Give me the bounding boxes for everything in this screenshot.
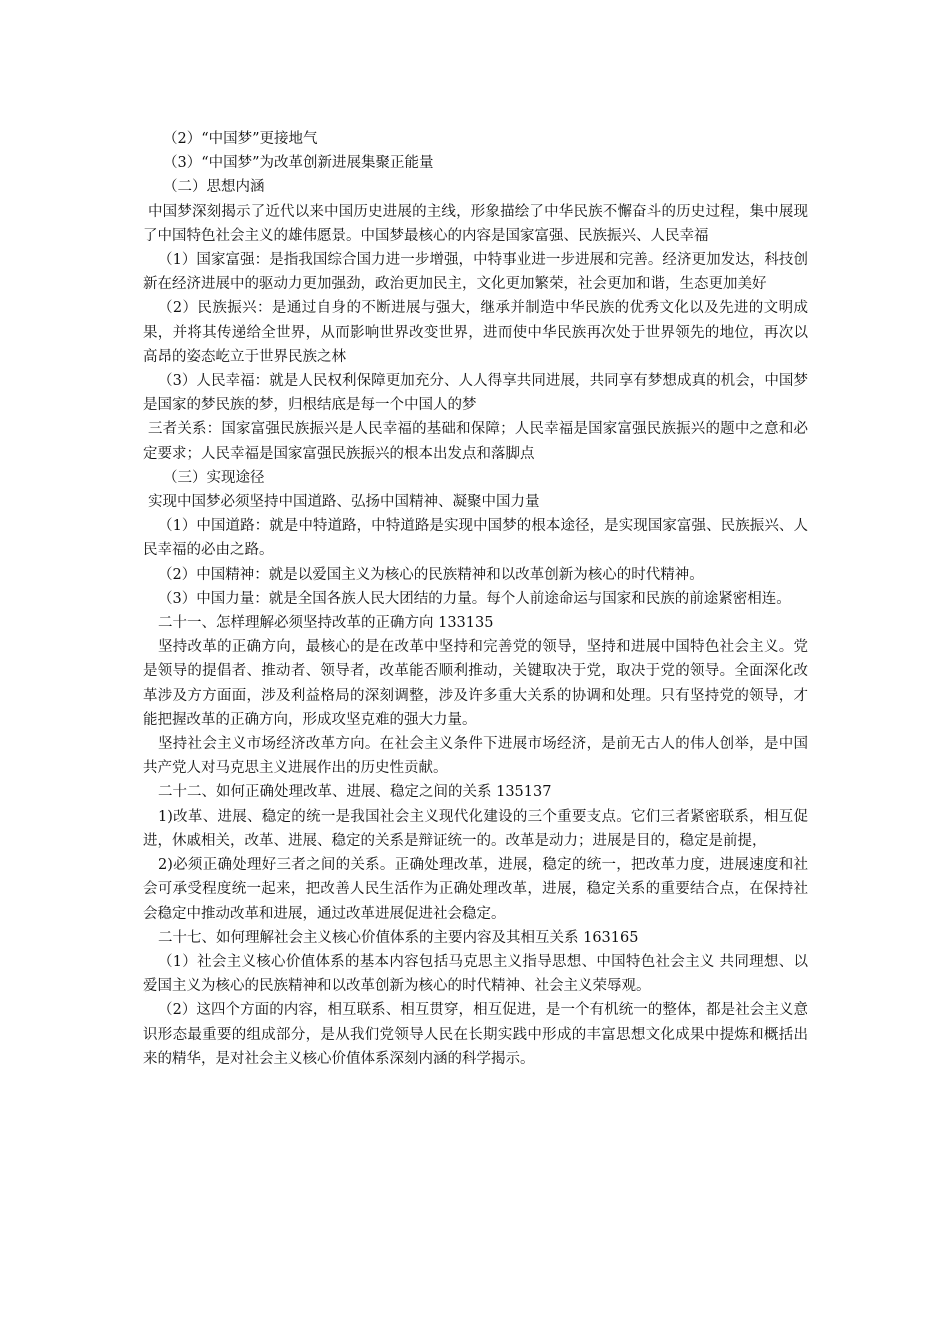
body-paragraph: （1）中国道路：就是中特道路，中特道路是实现中国梦的根本途径，是实现国家富强、民族振兴、人民幸福的必由之路。 <box>143 518 808 559</box>
body-paragraph: 中国梦深刻揭示了近代以来中国历史进展的主线，形象描绘了中华民族不懈奋斗的历史过程，集中展现了中国特色社会主义的雄伟愿景。中国梦最核心的内容是国家富强、民族振兴、人民幸福 <box>143 203 808 244</box>
body-paragraph: （2）中国精神：就是以爱国主义为核心的民族精神和以改革创新为核心的时代精神。 <box>158 566 704 583</box>
question-heading: 二十一、怎样理解必须坚持改革的正确方向 133135 <box>158 615 494 632</box>
body-paragraph: （2）这四个方面的内容，相互联系、相互贯穿，相互促进，是一个有机统一的整体，都是社会主义意识形态最重要的组成部分，是从我们党领导人民在长期实践中形成的丰富思想文化成果中提炼和概括出来的精华，是对社会主义核心价值体系深刻内涵的科学揭示。 <box>143 1002 808 1067</box>
body-paragraph: （3）中国力量：就是全国各族人民大团结的力量。每个人前途命运与国家和民族的前途紧密相连。 <box>158 590 791 607</box>
question-heading: 二十二、如何正确处理改革、进展、稳定之间的关系 135137 <box>158 784 552 801</box>
body-paragraph: （2）民族振兴：是通过自身的不断进展与强大，继承并制造中华民族的优秀文化以及先进的文明成果，并将其传递给全世界，从而影响世界改变世界，进而使中华民族再次处于世界领先的地位，再次以高昂的姿态屹立于世界民族之林 <box>143 300 808 365</box>
subheading-paragraph: （3）“中国梦”为改革创新进展集聚正能量 <box>163 155 434 172</box>
body-paragraph: 2)必须正确处理好三者之间的关系。正确处理改革，进展，稳定的统一，把改革力度，进展速度和社会可承受程度统一起来，把改善人民生活作为正确处理改革，进展，稳定关系的重要结合点，在保持社会稳定中推动改革和进展，通过改革进展促进社会稳定。 <box>143 857 808 922</box>
body-paragraph: 坚持社会主义市场经济改革方向。在社会主义条件下进展市场经济，是前无古人的伟人创举，是中国共产党人对马克思主义进展作出的历史性贡献。 <box>143 736 808 777</box>
body-paragraph: （1）国家富强：是指我国综合国力进一步增强，中特事业进一步进展和完善。经济更加发达，科技创新在经济进展中的驱动力更加强劲，政治更加民主，文化更加繁荣，社会更加和谐，生态更加美好 <box>143 252 808 293</box>
body-paragraph: （1）社会主义核心价值体系的基本内容包括马克思主义指导思想、中国特色社会主义 共同理想、以爱国主义为核心的民族精神和以改革创新为核心的时代精神、社会主义荣辱观。 <box>143 953 808 995</box>
body-paragraph: 1)改革、进展、稳定的统一是我国社会主义现代化建设的三个重要支点。它们三者紧密联系，相互促进，休戚相关，改革、进展、稳定的关系是辩证统一的。改革是动力；进展是目的，稳定是前提， <box>143 808 808 849</box>
section-heading: （三）实现途径 <box>163 469 265 486</box>
body-paragraph: 坚持改革的正确方向，最核心的是在改革中坚持和完善党的领导，坚持和进展中国特色社会主义。党是领导的提倡者、推动者、领导者，改革能否顺利推动，关键取决于党，取决于党的领导。全面深化改革涉及方方面面，涉及利益格局的深刻调整，涉及许多重大关系的协调和处理。只有坚持党的领导，才能把握改革的正确方向，形成攻坚克难的强大力量。 <box>143 639 808 728</box>
subheading-paragraph: （2）“中国梦”更接地气 <box>163 131 318 147</box>
body-paragraph: 实现中国梦必须坚持中国道路、弘扬中国精神、凝聚中国力量 <box>148 494 540 511</box>
document-body <box>143 127 808 1071</box>
body-paragraph: （3）人民幸福：就是人民权利保障更加充分、人人得享共同进展，共同享有梦想成真的机会，中国梦是国家的梦民族的梦，归根结底是每一个中国人的梦 <box>143 373 808 414</box>
section-heading: （二）思想内涵 <box>163 179 265 196</box>
body-paragraph: 三者关系：国家富强民族振兴是人民幸福的基础和保障；人民幸福是国家富强民族振兴的题中之意和必定要求；人民幸福是国家富强民族振兴的根本出发点和落脚点 <box>143 421 808 462</box>
question-heading: 二十七、如何理解社会主义核心价值体系的主要内容及其相互关系 163165 <box>158 929 639 946</box>
